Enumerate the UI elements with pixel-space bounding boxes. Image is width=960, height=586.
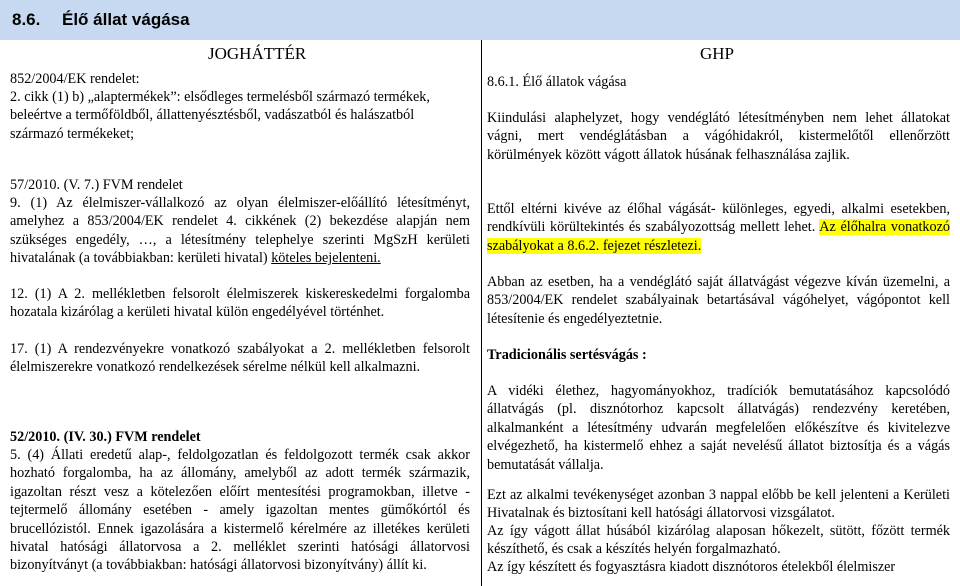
paragraph	[487, 200, 950, 255]
paragraph: Ezt az alkalmi tevékenységet azonban 3 nappal előbb be kell jelenteni a Kerületi Hivatalnak és biztosítani kell hatósági állatorvosi vizsgálatot.	[487, 487, 950, 522]
paragraph: Kiindulási alaphelyzet, hogy vendéglátó létesítményben nem lehet állatokat vágni, mert vendéglátásban a vágóhidakról, kistermelőtől ellenőrzött körülmények között vágott állatok húsának felhasználása zajlik.	[487, 110, 950, 163]
regulation-title: 57/2010. (V. 7.) FVM rendelet	[10, 177, 183, 193]
paragraph: A vidéki élethez, hagyományokhoz, tradíciók bemutatásához kapcsolódó állatvágás (pl. disznótorhoz kapcsolt állatvágás) rendezvény keretében, alkalmanként a létesítmény udvarán megfelelően előkészítve és kivitelezve elvégezhető, ha kistermelő ehhez a saját nevelésű állatot biztosítja és a vágás bemutatását vállalja.	[487, 383, 950, 473]
regulation-paragraph: 2. cikk (1) b) „alaptermékek”: elsődleges termelésből származó termékek, beleértve a termőföldből, állattenyésztésből, vadászatból és halászatból származó termékeket;	[10, 89, 430, 142]
paragraph: Abban az esetben, ha a vendéglátó saját állatvágást végezve kíván üzemelni, a 853/2004/EK rendelet szabályainak betartásával vágóhelyet, vágópontot kell létesítenie és engedélyeztetnie.	[487, 274, 950, 327]
tradicionalis-heading: Tradicionális sertésvágás :	[487, 347, 647, 363]
highlighted-text: Az élőhalra vonatkozó szabályokat a 8.6.2. fejezet részletezi.	[487, 219, 951, 254]
underlined-text: köteles bejelenteni.	[271, 250, 381, 267]
paragraph: Az így készített és fogyasztásra kiadott disznótoros ételekből élelmiszer	[487, 559, 896, 575]
regulation-paragraph	[10, 194, 470, 268]
section-title: Élő állat vágása	[62, 10, 190, 29]
regulation-paragraph: 17. (1) A rendezvényekre vonatkozó szabályokat a 2. mellékletben felsorolt élelmiszerekre vonatkozó rendelkezések sérelme nélkül kell alkalmazni.	[10, 341, 470, 376]
left-column-heading: JOGHÁTTÉR	[208, 44, 307, 63]
paragraph-text: 9. (1) Az élelmiszer-vállalkozó az olyan élelmiszer-előállító létesítményt, amelyhez a 853/2004/EK rendelet 4. cikkének (2) bekezdése alapján nem szükséges engedély, …, a létesítmény telephelye szerinti MgSzH kerületi hivatalának (a továbbiakban: kerületi hivatal)	[10, 195, 470, 267]
section-header	[0, 0, 960, 40]
right-column-heading: GHP	[700, 44, 735, 63]
regulation-paragraph: 12. (1) A 2. mellékletben felsorolt élelmiszerek kiskereskedelmi forgalomba hozatala kizárólag a kerületi hivatal külön engedélyével történhet.	[10, 286, 470, 321]
paragraph-text: Ettől eltérni kivéve az élőhal vágását- különleges, egyedi, alkalmi esetekben, rendkívüli körültekintés és szabályozottság mellett lehet.	[487, 201, 950, 236]
column-divider	[481, 40, 482, 586]
regulation-paragraph: 5. (4) Állati eredetű alap-, feldolgozatlan és feldolgozott termék csak akkor hozható forgalomba, ha az állomány, amelyből az adott termék származik, igazoltan részt vesz a kötelezően előírt mentesítési programokban, illetve - tejtermelő állomány esetében - amely igazoltan mentes gümőkórtól és brucellózistól. Ennek igazolására a kistermelő kérelmére az illetékes kerületi hivatal hatósági állatorvosa a 2. melléklet szerinti hatósági állatorvosi bizonyítványt (a továbbiakban: hatósági állatorvosi bizonyítvány) állít ki.	[10, 447, 470, 574]
subsection-title: 8.6.1. Élő állatok vágása	[487, 74, 627, 90]
paragraph: Az így vágott állat húsából kizárólag alaposan hőkezelt, sütött, főzött termék készíthető, és csak a készítés helyén forgalmazható.	[487, 523, 950, 558]
regulation-title: 52/2010. (IV. 30.) FVM rendelet	[10, 429, 201, 445]
regulation-title: 852/2004/EK rendelet:	[10, 71, 140, 87]
section-number: 8.6.	[12, 10, 41, 29]
